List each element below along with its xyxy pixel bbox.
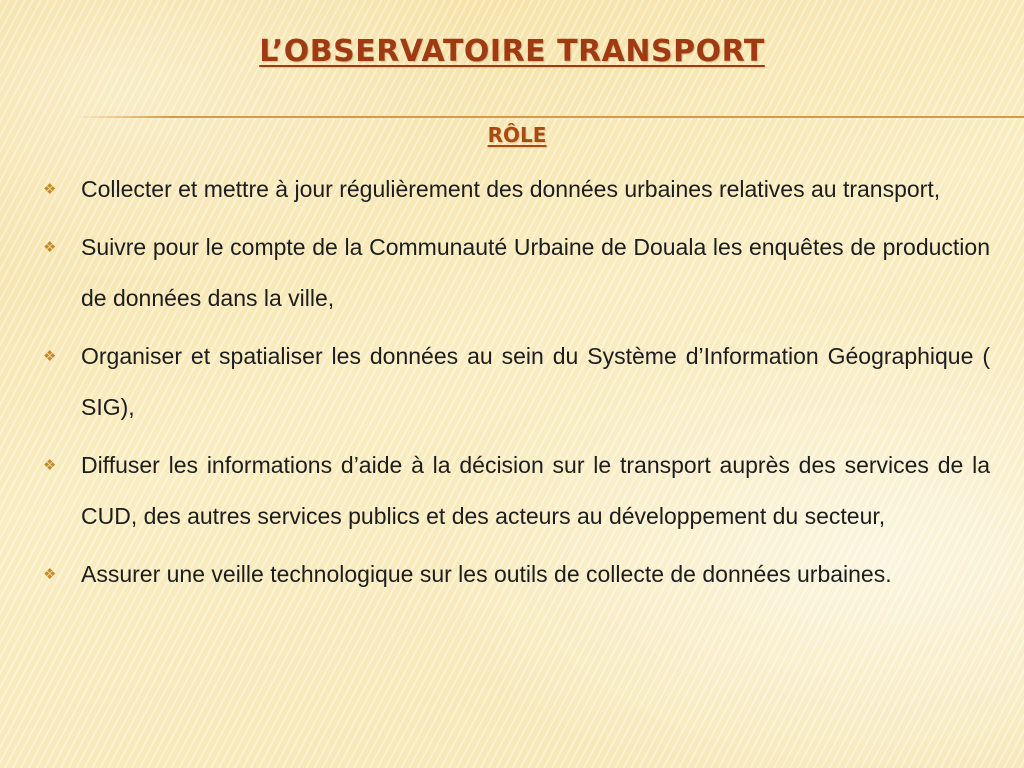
list-item [40, 549, 990, 600]
bullet-text: Organiser et spatialiser les données au sein du Système d’Information Géographique ( SIG), [81, 343, 990, 420]
bullet-text: Collecter et mettre à jour régulièrement des données urbaines relatives au transport, [81, 176, 941, 202]
list-item [40, 440, 990, 542]
diamond-bullet-icon: ❖ [43, 566, 57, 583]
bullet-text: Assurer une veille technologique sur les outils de collecte de données urbaines. [81, 561, 892, 587]
slide-title: L’OBSERVATOIRE TRANSPORT [259, 34, 765, 69]
section-subtitle: RÔLE [487, 123, 547, 147]
title-divider [76, 116, 1024, 118]
bullet-list [40, 164, 990, 607]
diamond-bullet-icon: ❖ [43, 181, 57, 198]
bullet-text: Suivre pour le compte de la Communauté Urbaine de Douala les enquêtes de production de données dans la ville, [81, 234, 990, 311]
bullet-text: Diffuser les informations d’aide à la décision sur le transport auprès des services de la CUD, des autres services publics et des acteurs au développement du secteur, [81, 452, 990, 529]
diamond-bullet-icon: ❖ [43, 457, 57, 474]
list-item [40, 164, 990, 215]
list-item [40, 331, 990, 433]
diamond-bullet-icon: ❖ [43, 348, 57, 365]
list-item [40, 222, 990, 324]
diamond-bullet-icon: ❖ [43, 239, 57, 256]
